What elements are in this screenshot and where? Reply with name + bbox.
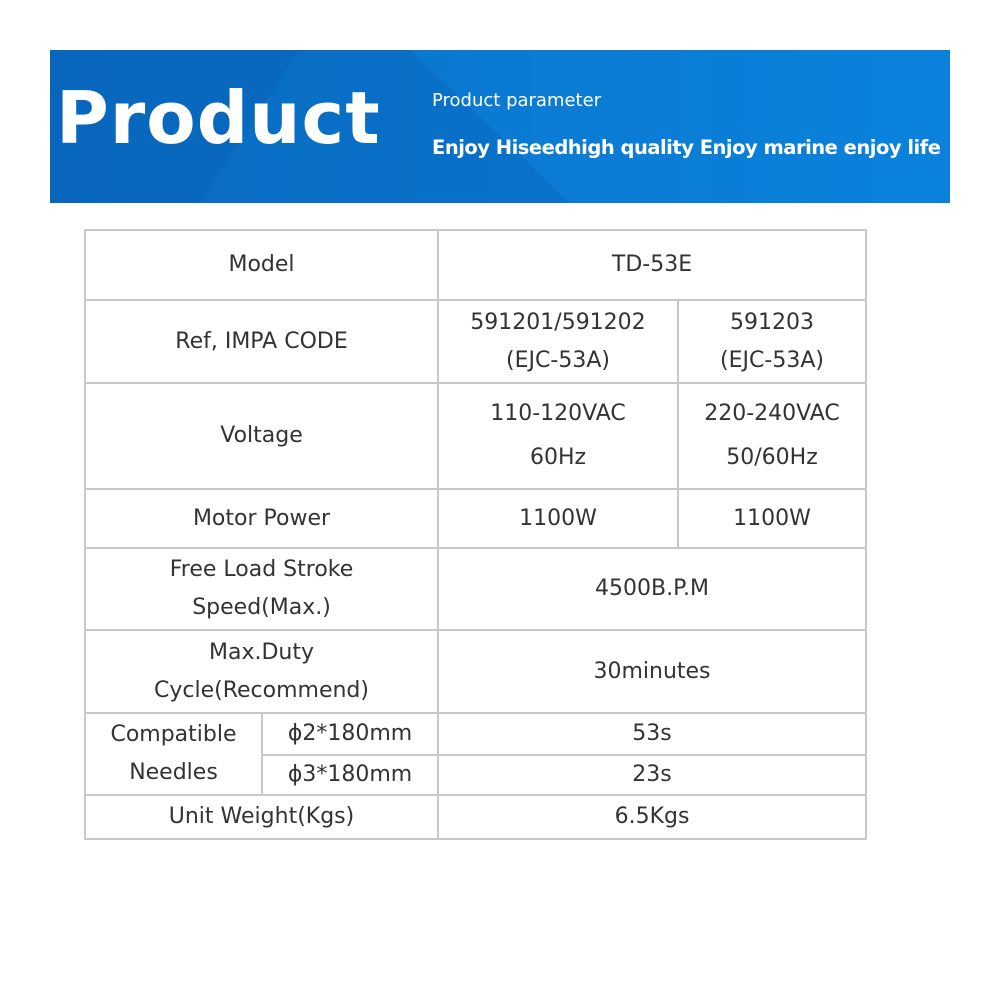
motor-power-label: Motor Power <box>85 489 438 548</box>
banner-subtitle: Product parameter <box>432 90 602 111</box>
motor-power-col2: 1100W <box>678 489 866 548</box>
impa-code-col1-line2: (EJC-53A) <box>506 347 610 373</box>
voltage-col1 <box>438 383 678 489</box>
impa-code-col1-line1: 591201/591202 <box>470 309 646 335</box>
banner-title: Product <box>56 76 381 160</box>
unit-weight-row <box>85 795 866 839</box>
needle-count-1: 53s <box>438 713 866 755</box>
motor-power-row <box>85 489 866 548</box>
unit-weight-value: 6.5Kgs <box>438 795 866 839</box>
stroke-speed-label <box>85 548 438 630</box>
impa-code-col2-line2: (EJC-53A) <box>720 347 824 373</box>
needle-size-1: ϕ2*180mm <box>262 713 438 755</box>
voltage-col1-line2: 60Hz <box>529 445 587 470</box>
banner-tagline: Enjoy Hiseedhigh quality Enjoy marine enjoy life <box>432 136 941 159</box>
stroke-speed-label-line1: Free Load Stroke <box>169 557 354 582</box>
needle-size-2: ϕ3*180mm <box>262 755 438 795</box>
unit-weight-label: Unit Weight(Kgs) <box>85 795 438 839</box>
voltage-row <box>85 383 866 489</box>
model-value: TD-53E <box>438 230 866 300</box>
voltage-col2-line2: 50/60Hz <box>726 445 818 470</box>
product-banner <box>50 50 950 203</box>
duty-cycle-label-line1: Max.Duty <box>208 639 314 665</box>
voltage-col2 <box>678 383 866 489</box>
needles-row-1 <box>85 713 866 755</box>
voltage-label: Voltage <box>85 383 438 489</box>
duty-cycle-label-line2: Cycle(Recommend) <box>154 677 369 703</box>
model-label: Model <box>85 230 438 300</box>
needles-label-line2: Needles <box>129 760 218 785</box>
duty-cycle-value: 30minutes <box>438 630 866 713</box>
motor-power-col1: 1100W <box>438 489 678 548</box>
stroke-speed-value: 4500B.P.M <box>438 548 866 630</box>
impa-code-col2-line1: 591203 <box>730 309 814 335</box>
duty-cycle-row <box>85 630 866 713</box>
impa-code-row <box>85 300 866 383</box>
voltage-col1-line1: 110-120VAC <box>490 401 626 426</box>
model-row <box>85 230 866 300</box>
needles-label-line1: Compatible <box>110 722 237 747</box>
needles-label <box>85 713 262 795</box>
stroke-speed-row <box>85 548 866 630</box>
product-spec-table <box>84 229 867 840</box>
stroke-speed-label-line2: Speed(Max.) <box>192 595 331 620</box>
needle-count-2: 23s <box>438 755 866 795</box>
impa-code-label: Ref, IMPA CODE <box>85 300 438 383</box>
voltage-col2-line1: 220-240VAC <box>704 401 840 426</box>
duty-cycle-label <box>85 630 438 713</box>
impa-code-col1 <box>438 300 678 383</box>
impa-code-col2 <box>678 300 866 383</box>
